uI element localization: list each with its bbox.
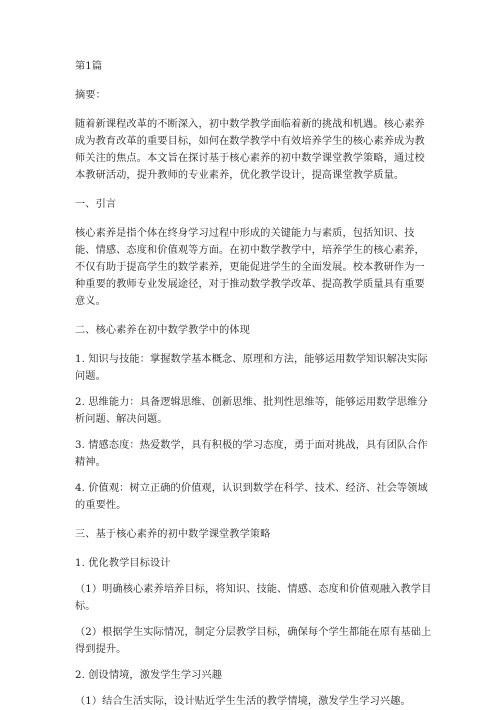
list-item: （2）根据学生实际情况，制定分层教学目标，确保每个学生都能在原有基础上得到提升。 (75, 627, 432, 655)
list-item: （1）明确核心素养培养目标，将知识、技能、情感、态度和价值观融入教学目标。 (75, 584, 432, 612)
section-3-heading: 三、基于核心素养的初中数学课堂教学策略 (75, 529, 271, 540)
section-1-paragraph: 核心素养是指个体在终身学习过程中形成的关键能力与素质，包括知识、技能、情感、态度和价值观等方面。在初中数学教学中，培养学生的核心素养，不仅有助于提高学生的数学素养，更能促进学生的全面发展。校本教研作为一种重要的教师专业发展途径，对于推动数学教学改革、提高教学质量具有重要意义。 (75, 228, 425, 307)
abstract-paragraph: 随着新课程改革的不断深入，初中数学教学面临着新的挑战和机遇。核心素养成为教育改革的重要目标，如何在数学教学中有效培养学生的核心素养成为教师关注的焦点。本文旨在探讨基于核心素养的初中数学课堂教学策略，通过校本教研活动，提升教师的专业素养，优化教学设计，提高课堂教学质量。 (75, 119, 425, 181)
section-2-heading: 二、核心素养在初中数学教学中的体现 (75, 325, 250, 336)
list-item: 2. 思维能力：具备逻辑思维、创新思维、批判性思维等，能够运用数学思维分析问题、解决问题。 (75, 397, 428, 425)
section-1-heading: 一、引言 (75, 199, 117, 210)
abstract-label: 摘要： (75, 90, 106, 101)
list-item: 3. 情感态度：热爱数学，具有积极的学习态度，勇于面对挑战，具有团队合作精神。 (75, 440, 428, 468)
list-item: （1）结合生活实际，设计贴近学生生活的教学情境，激发学生学习兴趣。 (75, 696, 411, 707)
chapter-title: 第1篇 (75, 61, 103, 72)
list-item: 1. 知识与技能：掌握数学基本概念、原理和方法，能够运用数学知识解决实际问题。 (75, 354, 428, 382)
document-page (75, 58, 435, 710)
subsection-1-heading: 1. 优化教学目标设计 (75, 558, 171, 569)
list-item: 4. 价值观：树立正确的价值观，认识到数学在科学、技术、经济、社会等领域的重要性。 (75, 483, 428, 511)
subsection-2-heading: 2. 创设情境，激发学生学习兴趣 (75, 670, 222, 681)
